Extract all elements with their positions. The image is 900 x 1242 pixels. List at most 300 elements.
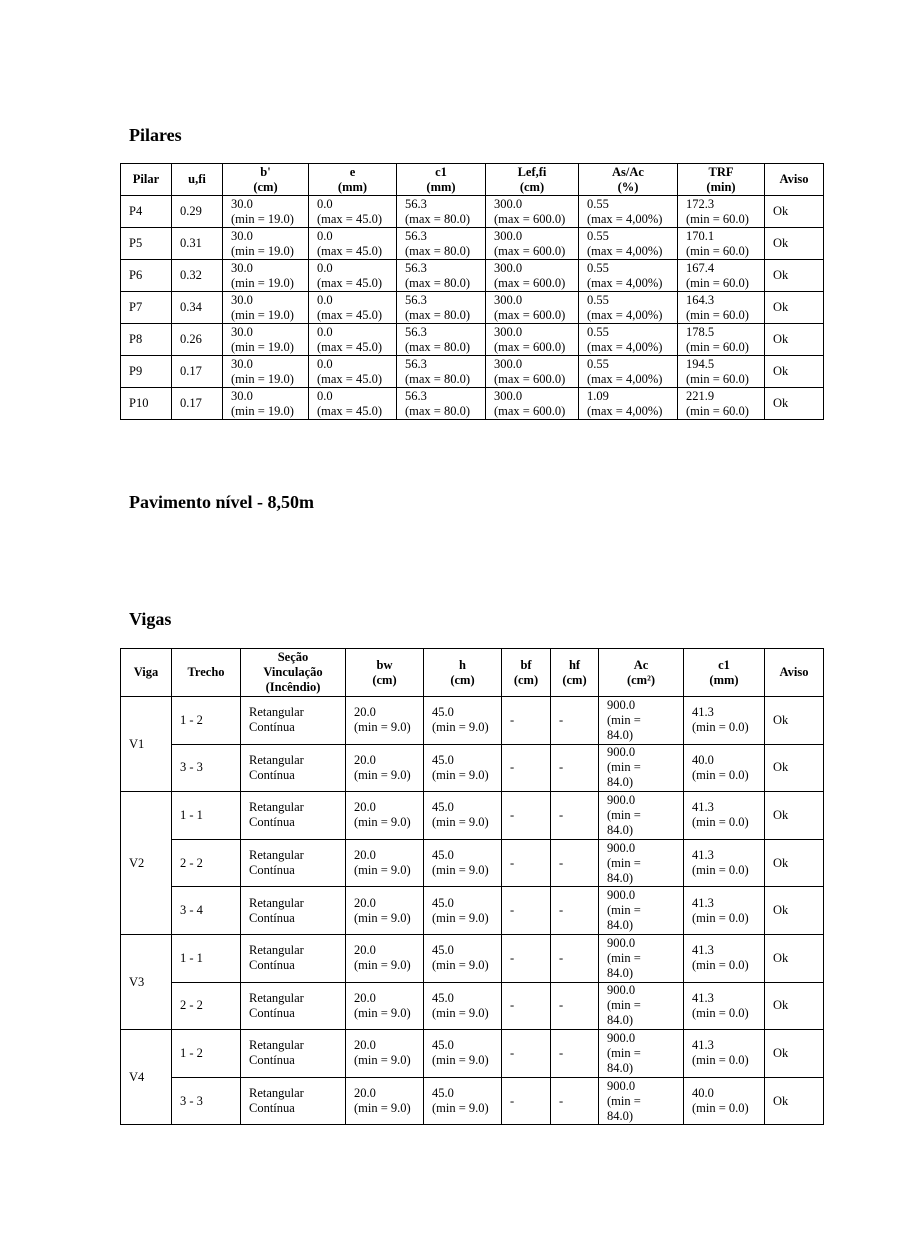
e-cell-limit: (max = 45.0) [317,243,383,258]
c1-cell-limit: (max = 80.0) [405,403,471,418]
bw-value: 20.0 [354,943,376,958]
vigas-column-header [172,649,241,697]
bw-value: 20.0 [354,705,376,720]
c1-limit: (min = 0.0) [692,720,749,735]
trecho-cell: 3 - 3 [172,744,241,792]
b-cell-value: 30.0 [231,388,253,403]
column-subtitle: (cm²) [626,672,656,687]
c1-cell [684,1077,765,1125]
secao-cell [241,887,346,935]
secao-value: Retangular [249,943,304,958]
b-cell [223,260,309,292]
h-cell [424,744,502,792]
bw-cell [346,744,424,792]
bw-cell [346,792,424,840]
status-cell: Ok [765,228,824,260]
status-cell: Ok [765,1030,824,1078]
c1-cell-value: 56.3 [405,292,427,307]
lef-cell-limit: (max = 600.0) [494,307,566,322]
column-title: Ac [633,657,649,672]
floor-heading: Pavimento nível - 8,50m [129,492,314,512]
c1-cell-limit: (max = 80.0) [405,307,471,322]
table-row [121,982,824,1030]
lef-cell-value: 300.0 [494,196,523,211]
h-value: 45.0 [432,705,454,720]
h-limit: (min = 9.0) [432,720,489,735]
bw-cell [346,934,424,982]
ufi-cell: 0.29 [172,196,223,228]
h-cell [424,839,502,887]
b-cell-limit: (min = 19.0) [231,307,294,322]
bw-value: 20.0 [354,800,376,815]
trf-cell [678,228,765,260]
trf-cell-limit: (min = 60.0) [686,403,749,418]
column-title: c1 [435,164,447,179]
pilares-column-header [223,164,309,196]
pilares-heading: Pilares [129,125,182,145]
lef-cell-value: 300.0 [494,292,523,307]
asac-cell [579,228,678,260]
pilar-id-cell: P5 [121,228,172,260]
trf-cell [678,324,765,356]
lef-cell-value: 300.0 [494,228,523,243]
viga-id-cell: V1 [121,697,172,792]
h-cell [424,934,502,982]
status-cell: Ok [765,697,824,745]
vigas-column-header [346,649,424,697]
vigas-column-header [551,649,599,697]
c1-cell-limit: (max = 80.0) [405,243,471,258]
c1-limit: (min = 0.0) [692,767,749,782]
bw-limit: (min = 9.0) [354,815,411,830]
e-cell-value: 0.0 [317,388,333,403]
b-cell-limit: (min = 19.0) [231,371,294,386]
column-title: e [349,164,356,179]
table-row [121,292,824,324]
column-unit: (mm) [337,179,368,194]
viga-id-cell: V2 [121,792,172,935]
lef-cell [486,260,579,292]
bw-cell [346,1077,424,1125]
status-cell: Ok [765,744,824,792]
column-subtitle: (cm) [562,672,587,687]
hf-cell: - [551,934,599,982]
ac-limit: (min = [607,855,641,870]
b-cell [223,228,309,260]
trf-cell-limit: (min = 60.0) [686,339,749,354]
ac-cell [599,1077,684,1125]
bw-limit: (min = 9.0) [354,1053,411,1068]
e-cell [309,228,397,260]
e-cell [309,260,397,292]
c1-limit: (min = 0.0) [692,863,749,878]
e-cell [309,356,397,388]
c1-cell [397,196,486,228]
b-cell [223,292,309,324]
status-cell: Ok [765,324,824,356]
ac-limit: 84.0) [607,1108,634,1123]
lef-cell-limit: (max = 600.0) [494,211,566,226]
column-title: As/Ac [612,164,644,179]
ac-limit: 84.0) [607,965,634,980]
c1-limit: (min = 0.0) [692,815,749,830]
c1-cell-value: 56.3 [405,260,427,275]
secao-value: Retangular [249,848,304,863]
lef-cell [486,388,579,420]
asac-cell-limit: (max = 4,00%) [587,211,663,226]
bf-cell: - [502,1030,551,1078]
ac-value: 900.0 [607,792,636,807]
c1-value: 41.3 [692,848,714,863]
column-unit: (cm) [253,179,278,194]
e-cell-value: 0.0 [317,228,333,243]
secao-cell [241,744,346,792]
c1-value: 41.3 [692,1038,714,1053]
column-title: Lef,fi [517,164,547,179]
lef-cell-limit: (max = 600.0) [494,243,566,258]
e-cell-value: 0.0 [317,292,333,307]
bw-limit: (min = 9.0) [354,910,411,925]
ac-limit: (min = [607,807,641,822]
h-limit: (min = 9.0) [432,767,489,782]
secao-limit: Contínua [249,1053,295,1068]
bw-value: 20.0 [354,848,376,863]
ac-cell [599,839,684,887]
lef-cell [486,228,579,260]
pilares-column-header [397,164,486,196]
ac-limit: (min = [607,760,641,775]
column-title: bw [376,657,393,672]
c1-cell [397,292,486,324]
column-title: c1 [718,657,730,672]
secao-value: Retangular [249,990,304,1005]
bf-cell: - [502,982,551,1030]
hf-cell: - [551,1077,599,1125]
b-cell [223,196,309,228]
ac-limit: 84.0) [607,727,634,742]
secao-value: Retangular [249,800,304,815]
table-row [121,934,824,982]
trf-cell-value: 194.5 [686,356,715,371]
c1-value: 41.3 [692,895,714,910]
e-cell-limit: (max = 45.0) [317,307,383,322]
trf-cell-value: 170.1 [686,228,715,243]
vigas-table [120,648,824,1125]
trf-cell-value: 164.3 [686,292,715,307]
ac-value: 900.0 [607,888,636,903]
asac-cell [579,260,678,292]
pilares-column-header [121,164,172,196]
bw-cell [346,697,424,745]
ac-limit: (min = [607,950,641,965]
column-title: TRF [708,164,734,179]
c1-cell [684,697,765,745]
column-subtitle: (cm) [513,672,539,687]
ac-limit: (min = [607,1045,641,1060]
asac-cell-value: 0.55 [587,260,609,275]
h-value: 45.0 [432,752,454,767]
e-cell-limit: (max = 45.0) [317,403,383,418]
secao-cell [241,839,346,887]
c1-limit: (min = 0.0) [692,958,749,973]
trf-cell-limit: (min = 60.0) [686,211,749,226]
c1-cell [397,324,486,356]
lef-cell-limit: (max = 600.0) [494,339,566,354]
vigas-header-row [121,649,824,697]
viga-id-cell: V4 [121,1030,172,1125]
ac-limit: 84.0) [607,822,634,837]
pilar-id-cell: P7 [121,292,172,324]
secao-limit: Contínua [249,1005,295,1020]
b-cell-value: 30.0 [231,324,253,339]
c1-cell [684,982,765,1030]
ac-cell [599,887,684,935]
bw-limit: (min = 9.0) [354,720,411,735]
b-cell-limit: (min = 19.0) [231,211,294,226]
status-cell: Ok [765,260,824,292]
trecho-cell: 3 - 3 [172,1077,241,1125]
b-cell-value: 30.0 [231,292,253,307]
secao-value: Retangular [249,1038,304,1053]
secao-cell [241,1077,346,1125]
column-title: Seção [277,650,309,664]
e-cell-limit: (max = 45.0) [317,211,383,226]
bw-value: 20.0 [354,895,376,910]
h-limit: (min = 9.0) [432,1101,489,1116]
trecho-cell: 1 - 1 [172,792,241,840]
table-row [121,887,824,935]
ac-limit: (min = [607,712,641,727]
b-cell-limit: (min = 19.0) [231,339,294,354]
ac-cell [599,792,684,840]
hf-cell: - [551,744,599,792]
pilar-id-cell: P8 [121,324,172,356]
bw-limit: (min = 9.0) [354,958,411,973]
asac-cell-value: 1.09 [587,388,609,403]
h-value: 45.0 [432,895,454,910]
ac-cell [599,697,684,745]
trf-cell-value: 167.4 [686,260,715,275]
column-title: Aviso [779,172,809,186]
e-cell [309,388,397,420]
table-row [121,388,824,420]
lef-cell-limit: (max = 600.0) [494,403,566,418]
secao-limit: Contínua [249,1101,295,1116]
pilares-column-header [309,164,397,196]
c1-cell [684,792,765,840]
table-row [121,196,824,228]
secao-limit: Contínua [249,958,295,973]
secao-limit: Contínua [249,863,295,878]
vigas-column-header [121,649,172,697]
bw-cell [346,1030,424,1078]
hf-cell: - [551,982,599,1030]
table-row [121,839,824,887]
asac-cell-limit: (max = 4,00%) [587,243,663,258]
bf-cell: - [502,887,551,935]
column-unit: (mm) [426,179,456,194]
c1-value: 40.0 [692,752,714,767]
lef-cell [486,356,579,388]
asac-cell-value: 0.55 [587,228,609,243]
asac-cell-value: 0.55 [587,324,609,339]
secao-cell [241,934,346,982]
lef-cell [486,324,579,356]
asac-cell-limit: (max = 4,00%) [587,275,663,290]
pilar-id-cell: P6 [121,260,172,292]
secao-value: Retangular [249,895,304,910]
secao-cell [241,697,346,745]
secao-limit: Contínua [249,720,295,735]
c1-cell [397,388,486,420]
trf-cell [678,388,765,420]
lef-cell [486,292,579,324]
c1-cell-limit: (max = 80.0) [405,275,471,290]
b-cell-limit: (min = 19.0) [231,403,294,418]
vigas-heading: Vigas [129,609,172,629]
ac-cell [599,1030,684,1078]
bw-cell [346,982,424,1030]
status-cell: Ok [765,388,824,420]
vigas-column-header [424,649,502,697]
c1-cell [397,260,486,292]
e-cell-value: 0.0 [317,356,333,371]
trf-cell-limit: (min = 60.0) [686,243,749,258]
status-cell: Ok [765,196,824,228]
c1-cell [397,228,486,260]
h-cell [424,1030,502,1078]
trf-cell [678,196,765,228]
bw-cell [346,839,424,887]
c1-value: 41.3 [692,705,714,720]
trecho-cell: 1 - 2 [172,697,241,745]
e-cell [309,196,397,228]
hf-cell: - [551,697,599,745]
pilares-table [120,163,824,420]
c1-cell [684,839,765,887]
bf-cell: - [502,697,551,745]
c1-cell [684,1030,765,1078]
lef-cell [486,196,579,228]
table-row [121,228,824,260]
c1-cell [684,934,765,982]
pilar-id-cell: P9 [121,356,172,388]
table-row [121,260,824,292]
trf-cell [678,260,765,292]
lef-cell-value: 300.0 [494,324,523,339]
e-cell [309,292,397,324]
column-unit: (min) [706,179,736,194]
c1-cell [397,356,486,388]
bw-limit: (min = 9.0) [354,863,411,878]
b-cell [223,356,309,388]
b-cell-limit: (min = 19.0) [231,243,294,258]
ac-limit: (min = [607,1093,641,1108]
trf-cell [678,356,765,388]
h-cell [424,887,502,935]
status-cell: Ok [765,887,824,935]
pilares-column-header [579,164,678,196]
c1-cell [684,887,765,935]
ac-value: 900.0 [607,1078,636,1093]
pilares-header-row [121,164,824,196]
c1-value: 41.3 [692,990,714,1005]
c1-limit: (min = 0.0) [692,1005,749,1020]
ac-limit: (min = [607,998,641,1013]
e-cell-limit: (max = 45.0) [317,275,383,290]
ac-value: 900.0 [607,935,636,950]
vigas-column-header [241,649,346,697]
ufi-cell: 0.17 [172,388,223,420]
h-limit: (min = 9.0) [432,1053,489,1068]
column-subtitle: Vinculação [263,665,323,679]
trecho-cell: 2 - 2 [172,982,241,1030]
column-title: Trecho [187,665,225,679]
h-cell [424,697,502,745]
c1-cell-value: 56.3 [405,196,427,211]
h-value: 45.0 [432,848,454,863]
column-title: Pilar [132,172,160,186]
column-subtitle: (mm) [709,672,739,687]
trecho-cell: 2 - 2 [172,839,241,887]
ac-cell [599,934,684,982]
trf-cell-limit: (min = 60.0) [686,275,749,290]
column-title: hf [568,657,581,672]
column-subtitle: (Incêndio) [265,680,321,694]
trf-cell-value: 172.3 [686,196,715,211]
asac-cell-value: 0.55 [587,292,609,307]
ac-limit: 84.0) [607,918,634,933]
trecho-cell: 3 - 4 [172,887,241,935]
vigas-column-header [684,649,765,697]
trf-cell-value: 221.9 [686,388,715,403]
asac-cell [579,356,678,388]
e-cell [309,324,397,356]
lef-cell-value: 300.0 [494,356,523,371]
ac-limit: 84.0) [607,870,634,885]
column-title: u,fi [188,172,206,186]
pilar-id-cell: P4 [121,196,172,228]
status-cell: Ok [765,934,824,982]
h-limit: (min = 9.0) [432,1005,489,1020]
asac-cell [579,324,678,356]
status-cell: Ok [765,982,824,1030]
column-title: Aviso [779,665,809,679]
column-title: Viga [133,665,159,679]
e-cell-value: 0.0 [317,260,333,275]
status-cell: Ok [765,1077,824,1125]
asac-cell-value: 0.55 [587,196,609,211]
hf-cell: - [551,887,599,935]
ac-limit: 84.0) [607,1013,634,1028]
lef-cell-value: 300.0 [494,388,523,403]
h-limit: (min = 9.0) [432,863,489,878]
asac-cell [579,196,678,228]
asac-cell-limit: (max = 4,00%) [587,339,663,354]
pilares-column-header [678,164,765,196]
vigas-column-header [765,649,824,697]
h-value: 45.0 [432,800,454,815]
hf-cell: - [551,792,599,840]
h-value: 45.0 [432,1086,454,1101]
secao-value: Retangular [249,752,304,767]
bw-value: 20.0 [354,1038,376,1053]
b-cell-value: 30.0 [231,260,253,275]
bw-value: 20.0 [354,752,376,767]
e-cell-limit: (max = 45.0) [317,339,383,354]
trf-cell-value: 178.5 [686,324,715,339]
ac-cell [599,744,684,792]
